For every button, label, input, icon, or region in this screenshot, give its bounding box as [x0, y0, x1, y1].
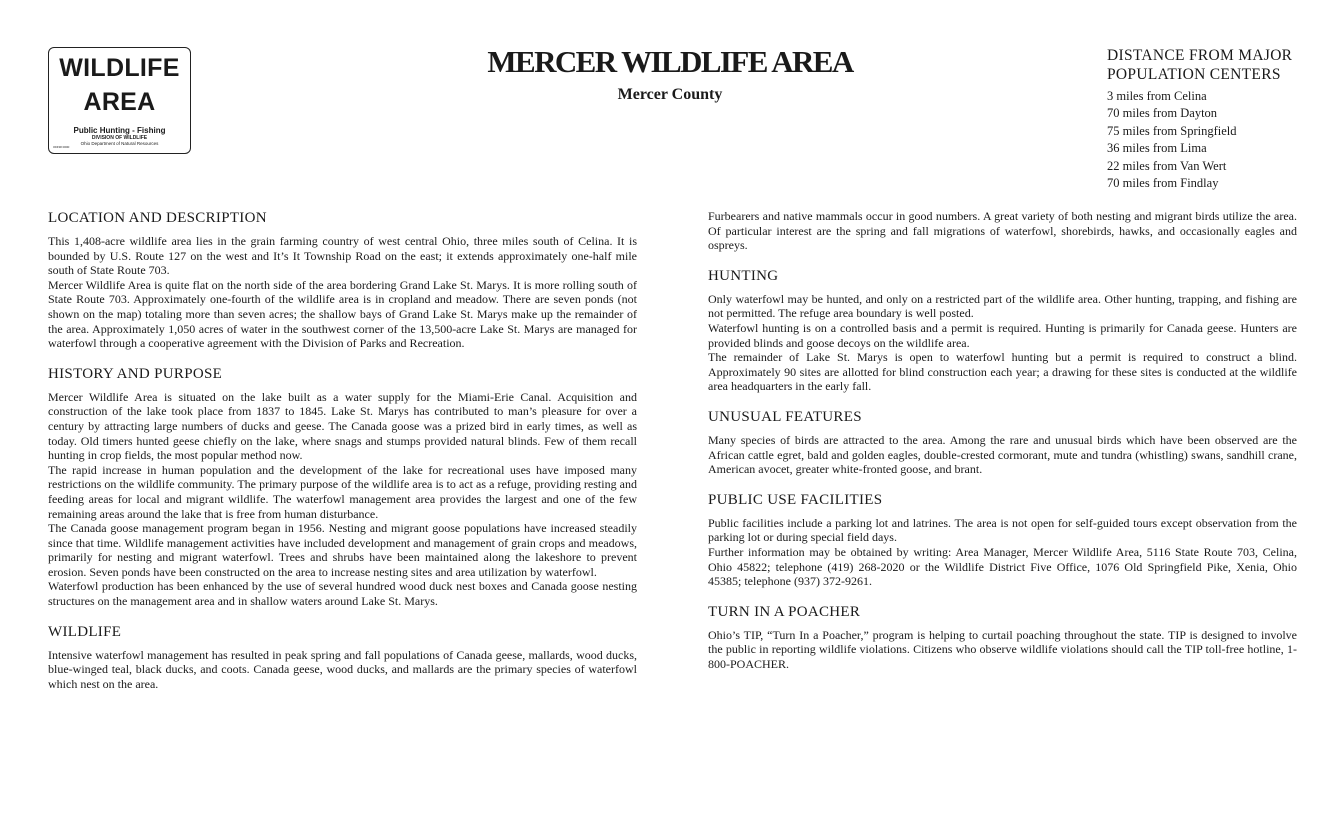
intro-section — [708, 209, 1297, 253]
distance-item: 22 miles from Van Wert — [1107, 158, 1227, 173]
paragraph: Furbearers and native mammals occur in good numbers. A great variety of both nesting and migrant birds utilize the area. Of particular interest are the spring and fall migrations of waterfowl, shorebirds, hawks, and occasionally eagles and ospreys. — [708, 209, 1297, 253]
location-heading: LOCATION AND DESCRIPTION — [48, 210, 267, 226]
sign-division: DIVISION OF WILDLIFE — [91, 135, 148, 141]
distance-heading — [1107, 46, 1337, 84]
hunting-heading: HUNTING — [708, 267, 779, 284]
county-subtitle: Mercer County — [617, 86, 723, 103]
hunting-section — [708, 266, 1297, 394]
history-heading: HISTORY AND PURPOSE — [48, 365, 223, 382]
sign-subtitle: Public Hunting - Fishing — [73, 126, 166, 135]
distance-list — [1107, 88, 1337, 192]
sign-title-line1: WILDLIFE — [59, 54, 180, 82]
paragraph: Waterfowl production has been enhanced by the use of several hundred wood duck nest boxes and Canada goose nesting structures on the management area and in shallow waters around Lake St. Marys. — [48, 579, 637, 609]
facilities-heading: PUBLIC USE FACILITIES — [708, 491, 883, 508]
right-column — [708, 209, 1297, 684]
paragraph: Waterfowl hunting is on a controlled basis and a permit is required. Hunting is primarily for Canada geese. Hunters are provided blinds and goose decoys on the wildlife area. — [708, 320, 1297, 350]
wildlife-heading: WILDLIFE — [48, 623, 122, 640]
distance-panel — [1107, 46, 1337, 192]
paragraph: Further information may be obtained by writing: Area Manager, Mercer Wildlife Area, 5116 State Route 703, Celina, Ohio 45822; telephone (419) 268-2020 or the Wildlife District Five Office, 1076 Old Springfield Pike, Xenia, Ohio 45385; telephone (937) 372-9261. — [708, 544, 1297, 589]
paragraph: This 1,408-acre wildlife area lies in the grain farming country of west central Ohio, three miles south of Celina. It is bounded by U.S. Route 127 on the west and It’s It Township Road on the east; it extends approximately one-half mile south of State Route 703. — [48, 234, 637, 278]
paragraph: Public facilities include a parking lot and latrines. The area is not open for self-guided tours except observation from the parking lot or during special field days. — [708, 515, 1297, 545]
distance-item: 70 miles from Findlay — [1107, 176, 1219, 191]
paragraph: Ohio’s TIP, “Turn In a Poacher,” program is helping to curtail poaching throughout the state. TIP is designed to involve the public in reporting wildlife violations. Citizens who observe wildlife violations should call the TIP toll-free hotline, 1-800-POACHER. — [708, 627, 1297, 671]
facilities-section — [708, 490, 1297, 589]
paragraph: The remainder of Lake St. Marys is open to waterfowl hunting but a permit is required to construct a blind. Approximately 90 sites are allotted for blind construction each year; a drawing for these sites is conducted at the wildlife area headquarters in the early fall. — [708, 350, 1297, 394]
wildlife-section — [48, 622, 637, 692]
left-column — [48, 208, 637, 704]
paragraph: Only waterfowl may be hunted, and only on a restricted part of the wildlife area. Other hunting, trapping, and fishing are not permitted. The refuge area boundary is well posted. — [708, 291, 1297, 321]
poacher-section — [708, 602, 1297, 672]
location-section — [48, 208, 637, 351]
distance-item: 36 miles from Lima — [1107, 141, 1207, 156]
sign-department: Ohio Department of Natural Resources — [80, 141, 159, 146]
history-section — [48, 364, 637, 609]
sign-code: ODNR 0000 — [53, 145, 70, 149]
paragraph: Mercer Wildlife Area is quite flat on the north side of the area bordering Grand Lake St. Marys. It is more rolling south of State Route 703. Approximately one-fourth of the wildlife area is in cropland and meadow. There are seven ponds (not shown on the map) totaling more than seven acres; the shallow bays of Grand Lake St. Marys make up the remainder of the area. Approximately 1,050 acres of water in the southwest corner of the 13,500-acre Lake St. Marys are managed for waterfowl through a cooperative agreement with the Division of Parks and Recreation. — [48, 277, 637, 351]
distance-item: 70 miles from Dayton — [1107, 106, 1218, 121]
wildlife-area-sign — [48, 47, 191, 154]
distance-item: 3 miles from Celina — [1107, 89, 1207, 103]
paragraph: Mercer Wildlife Area is situated on the lake built as a water supply for the Miami-Erie Canal. Acquisition and construction of the lake took place from 1837 to 1845. Lake St. Marys has contributed to man’s pleasure for over a century by attracting large numbers of ducks and geese. The Canada goose was a prized bird in early times, as well as today. Old timers hunted geese chiefly on the lake, where snags and stumps provided natural blinds. Few of them recall hunting in crop fields, the most popular method now. — [48, 389, 637, 463]
paragraph: The rapid increase in human population and the development of the lake for recreational uses have imposed many restrictions on the wildlife community. The primary purpose of the wildlife area is to act as a refuge, providing resting and feeding areas for local and migrant wildlife. The waterfowl management area provides the largest and one of the few remaining areas around the lake that is free from human disturbance. — [48, 462, 637, 521]
poacher-heading: TURN IN A POACHER — [708, 603, 861, 620]
paragraph: Intensive waterfowl management has resulted in peak spring and fall populations of Canada geese, mallards, wood ducks, blue-winged teal, black ducks, and coots. Canada geese, wood ducks, and mallards are the primary species of waterfowl which nest on the area. — [48, 647, 637, 691]
distance-heading-line1: DISTANCE FROM MAJOR — [1107, 47, 1293, 64]
paragraph: Many species of birds are attracted to the area. Among the rare and unusual birds which have been observed are the African cattle egret, bald and golden eagles, double-crested cormorant, mute and tundra (whistling) swans, sandhill crane, American avocet, greater white-fronted goose, and brant. — [708, 432, 1297, 477]
unusual-features-section — [708, 407, 1297, 477]
distance-item: 75 miles from Springfield — [1107, 123, 1237, 138]
page-title: MERCER WILDLIFE AREA — [487, 44, 853, 79]
distance-heading-line2: POPULATION CENTERS — [1107, 66, 1281, 83]
unusual-features-heading: UNUSUAL FEATURES — [708, 408, 862, 425]
sign-title-line2: AREA — [83, 88, 156, 116]
paragraph: The Canada goose management program began in 1956. Nesting and migrant goose populations have increased steadily since that time. Wildlife management activities have included development and management of grain crops and meadows, primarily for nesting and migrant waterfowl. Trees and shrubs have been maintained along the lakeshore to prevent erosion. Seven ponds have been constructed on the area to increase nesting sites and area utilization by waterfowl. — [48, 521, 637, 579]
